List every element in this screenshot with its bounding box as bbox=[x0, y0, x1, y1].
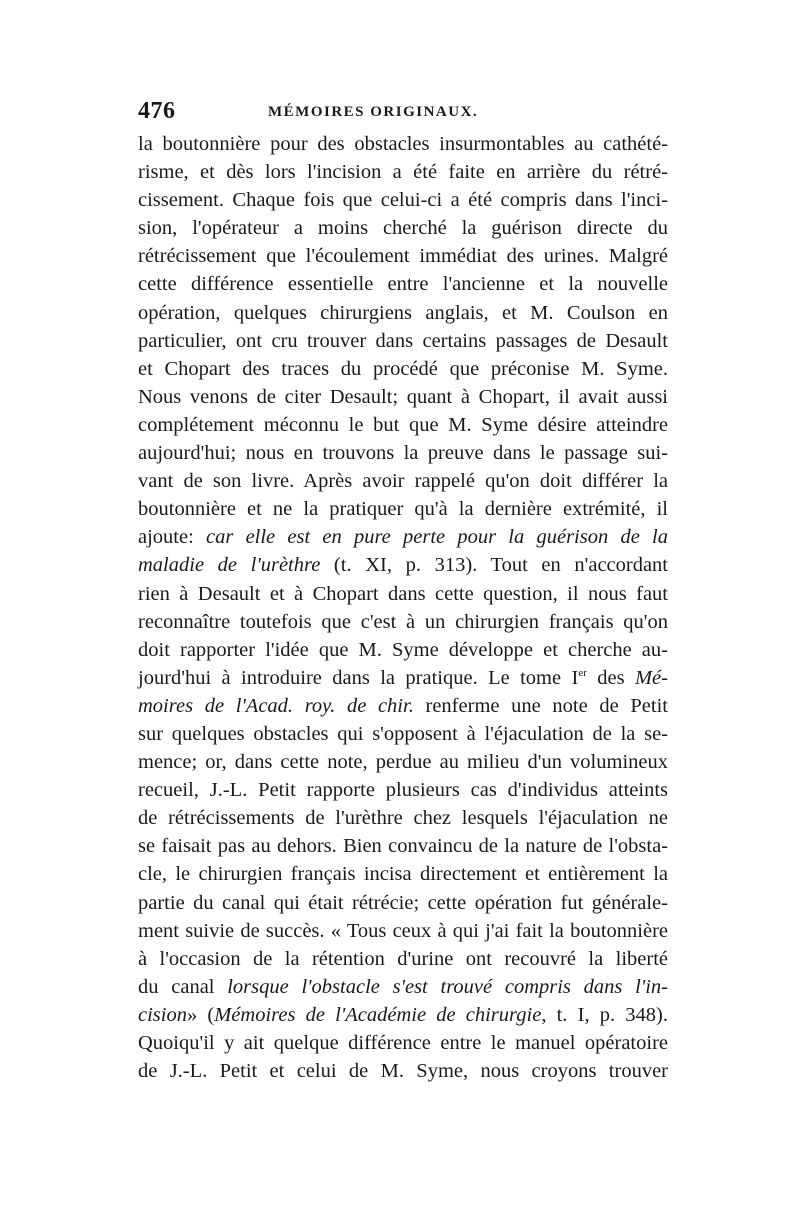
text-line: Nous venons de citer Desault; quant à Chopart, il avait aussi bbox=[138, 385, 668, 408]
text-line: à l'occasion de la rétention d'urine ont recouvré la liberté bbox=[138, 947, 668, 970]
text-line: reconnaître toutefois que c'est à un chirurgien français qu'on bbox=[138, 610, 668, 633]
text-line: vant de son livre. Après avoir rappelé qu'on doit différer la bbox=[138, 470, 668, 493]
text-line: opération, quelques chirurgiens anglais, et M. Coulson en bbox=[138, 301, 668, 324]
running-head bbox=[138, 98, 666, 128]
text-line: cissement. Chaque fois que celui-ci a été compris dans l'inci- bbox=[138, 189, 668, 212]
text-line: mence; or, dans cette note, perdue au milieu d'un volumineux bbox=[138, 751, 668, 774]
text-line: sur quelques obstacles qui s'opposent à l'éjaculation de la se- bbox=[138, 722, 668, 745]
text-line: rien à Desault et à Chopart dans cette question, il nous faut bbox=[138, 582, 668, 605]
text-line: de rétrécissements de l'urèthre chez lesquels l'éjaculation ne bbox=[138, 807, 668, 830]
text-line: ment suivie de succès. « Tous ceux à qui j'ai fait la boutonnière bbox=[138, 919, 668, 942]
text-line: et Chopart des traces du procédé que préconise M. Syme. bbox=[138, 357, 668, 380]
text-line: aujourd'hui; nous en trouvons la preuve dans le passage sui- bbox=[138, 442, 668, 465]
text-line: recueil, J.-L. Petit rapporte plusieurs cas d'individus atteints bbox=[138, 779, 668, 802]
text-line: jourd'hui à introduire dans la pratique. Le tome Ier des Mé- bbox=[138, 666, 668, 689]
italic-quote: cision bbox=[138, 1003, 187, 1026]
text-line: rétrécissement que l'écoulement immédiat des urines. Malgré bbox=[138, 245, 668, 268]
text-line: Quoiqu'il y ait quelque différence entre le manuel opératoire bbox=[138, 1032, 668, 1054]
text-line: complétement méconnu le but que M. Syme désire atteindre bbox=[138, 413, 668, 436]
italic-title: Mémoires de l'Académie de chirurgie bbox=[214, 1003, 542, 1026]
text-line: ajoute: car elle est en pure perte pour la guérison de la bbox=[138, 526, 668, 549]
text-line: se faisait pas au dehors. Bien convaincu de la nature de l'obsta- bbox=[138, 835, 668, 858]
italic-quote: car elle est en pure perte pour la guérison de la bbox=[206, 526, 668, 549]
text-line: cette différence essentielle entre l'ancienne et la nouvelle bbox=[138, 273, 668, 296]
text-line: cision» (Mémoires de l'Académie de chirurgie, t. I, p. 348). bbox=[138, 1003, 669, 1026]
text-line: la boutonnière pour des obstacles insurmontables au cathété- bbox=[138, 133, 668, 155]
italic-title: moires de l'Acad. roy. de chir. bbox=[138, 694, 414, 717]
page-number: 476 bbox=[138, 98, 176, 124]
running-title: MÉMOIRES ORIGINAUX. bbox=[268, 104, 479, 120]
text-line: partie du canal qui était rétrécie; cette opération fut générale- bbox=[138, 891, 668, 914]
text-line: du canal lorsque l'obstacle s'est trouvé compris dans l'in- bbox=[138, 975, 668, 998]
text-line: boutonnière et ne la pratiquer qu'à la dernière extrémité, il bbox=[138, 498, 668, 521]
text-line: de J.-L. Petit et celui de M. Syme, nous croyons trouver bbox=[138, 1060, 668, 1083]
text-line: moires de l'Acad. roy. de chir. renferme une note de Petit bbox=[138, 694, 668, 717]
body-text bbox=[138, 130, 668, 1085]
text-line: sion, l'opérateur a moins cherché la guérison directe du bbox=[138, 217, 668, 240]
italic-quote: maladie de l'urèthre bbox=[138, 554, 321, 577]
italic-title: Mé- bbox=[634, 666, 668, 689]
text-line: doit rapporter l'idée que M. Syme développe et cherche au- bbox=[138, 638, 668, 661]
italic-quote: lorsque l'obstacle s'est trouvé compris dans l'in- bbox=[227, 975, 668, 998]
superscript: er bbox=[578, 666, 587, 679]
text-line: cle, le chirurgien français incisa directement et entièrement la bbox=[138, 863, 668, 886]
text-line: risme, et dès lors l'incision a été faite en arrière du rétré- bbox=[138, 161, 668, 184]
text-line: maladie de l'urèthre (t. XI, p. 313). Tout en n'accordant bbox=[138, 554, 669, 577]
text-line: particulier, ont cru trouver dans certains passages de Desault bbox=[138, 329, 668, 352]
